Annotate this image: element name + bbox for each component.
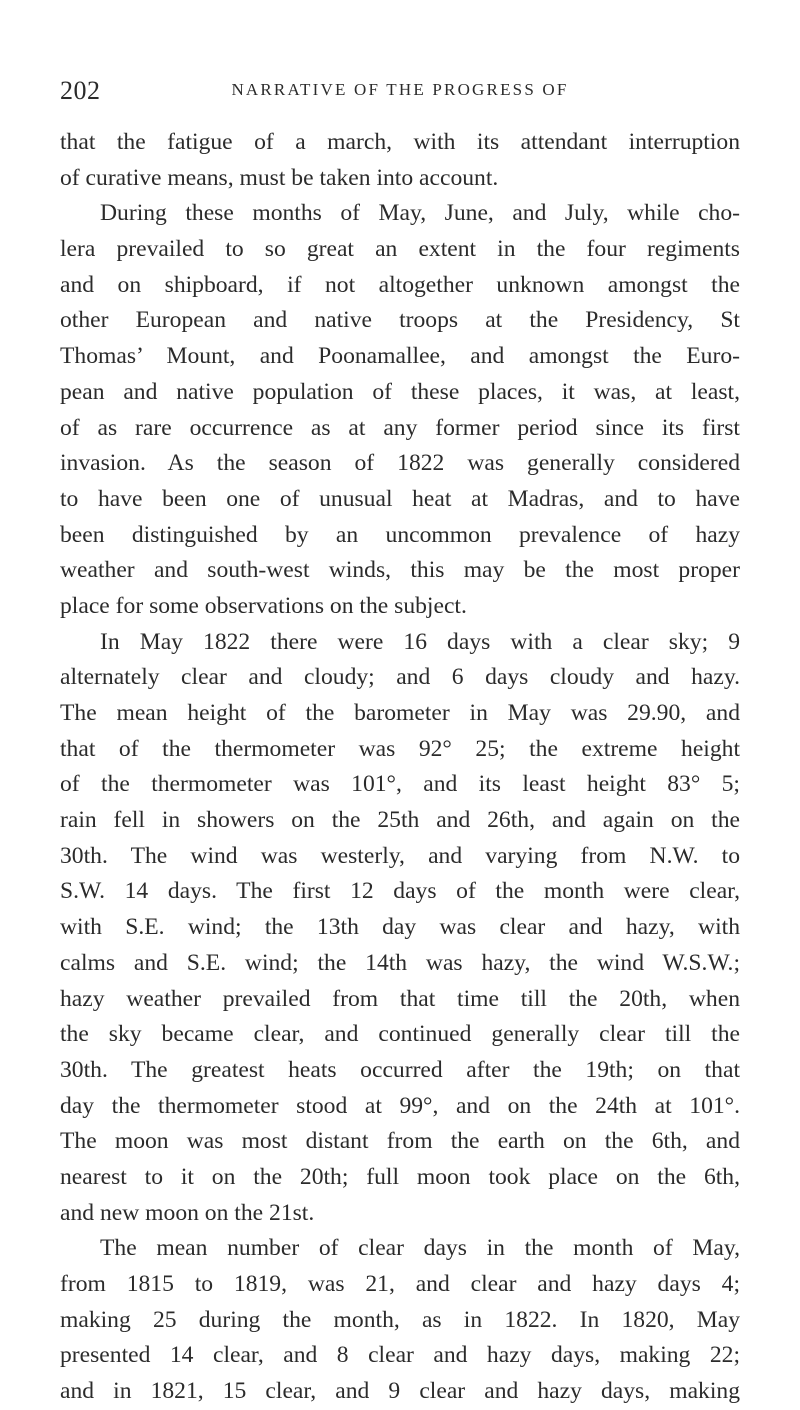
text-line: nearest to it on the 20th; full moon took place on the 6th, (60, 1163, 740, 1190)
text-line: place for some observations on the subject. (60, 592, 467, 619)
page-header (60, 76, 740, 106)
text-line: been distinguished by an uncommon prevalence of hazy (60, 521, 740, 548)
text-line: calms and S.E. wind; the 14th was hazy, the wind W.S.W.; (60, 949, 740, 976)
text-line: hazy weather prevailed from that time till the 20th, when (60, 985, 740, 1012)
text-line: The moon was most distant from the earth on the 6th, and (60, 1128, 740, 1155)
running-head: NARRATIVE OF THE PROGRESS OF (231, 80, 569, 99)
text-line: that the fatigue of a march, with its attendant interruption (60, 129, 740, 155)
text-line: and on shipboard, if not altogether unknown amongst the (60, 271, 740, 298)
text-line: other European and native troops at the Presidency, St (60, 307, 740, 334)
text-line: and in 1821, 15 clear, and 9 clear and hazy days, making (60, 1378, 740, 1405)
text-line: During these months of May, June, and July, while cho- (100, 200, 740, 227)
text-line: to have been one of unusual heat at Madras, and to have (60, 485, 740, 512)
text-line: 30th. The greatest heats occurred after the 19th; on that (60, 1056, 740, 1083)
text-line: of as rare occurrence as at any former period since its first (60, 414, 740, 441)
text-line: pean and native population of these places, it was, at least, (60, 378, 740, 405)
text-line: of the thermometer was 101°, and its least height 83° 5; (60, 771, 740, 798)
text-line: rain fell in showers on the 25th and 26th, and again on the (60, 807, 740, 834)
text-line: that of the thermometer was 92° 25; the extreme height (60, 735, 740, 762)
text-line: weather and south-west winds, this may be the most proper (60, 557, 740, 584)
text-line: of curative means, must be taken into account. (60, 164, 499, 191)
text-line: invasion. As the season of 1822 was generally considered (60, 450, 740, 477)
text-line: The mean number of clear days in the month of May, (100, 1235, 740, 1262)
text-line: and new moon on the 21st. (60, 1199, 315, 1226)
text-line: with S.E. wind; the 13th day was clear and hazy, with (60, 914, 740, 941)
text-line: presented 14 clear, and 8 clear and hazy days, making 22; (60, 1342, 740, 1369)
text-line: In May 1822 there were 16 days with a clear sky; 9 (100, 628, 740, 655)
text-line: The mean height of the barometer in May was 29.90, and (60, 700, 740, 726)
page-number: 202 (60, 76, 101, 105)
text-line: alternately clear and cloudy; and 6 days cloudy and hazy. (60, 664, 740, 691)
text-line: 30th. The wind was westerly, and varying from N.W. to (60, 842, 740, 869)
text-line: Thomas’ Mount, and Poonamallee, and amongst the Euro- (60, 343, 740, 370)
text-line: S.W. 14 days. The first 12 days of the month were clear, (60, 878, 740, 905)
text-line: from 1815 to 1819, was 21, and clear and hazy days 4; (60, 1271, 740, 1297)
body-text (60, 125, 740, 1410)
text-line: lera prevailed to so great an extent in the four regiments (60, 236, 740, 263)
text-line: day the thermometer stood at 99°, and on the 24th at 101°. (60, 1092, 740, 1119)
text-line: the sky became clear, and continued generally clear till the (60, 1021, 740, 1048)
text-line: making 25 during the month, as in 1822. In 1820, May (60, 1306, 740, 1333)
